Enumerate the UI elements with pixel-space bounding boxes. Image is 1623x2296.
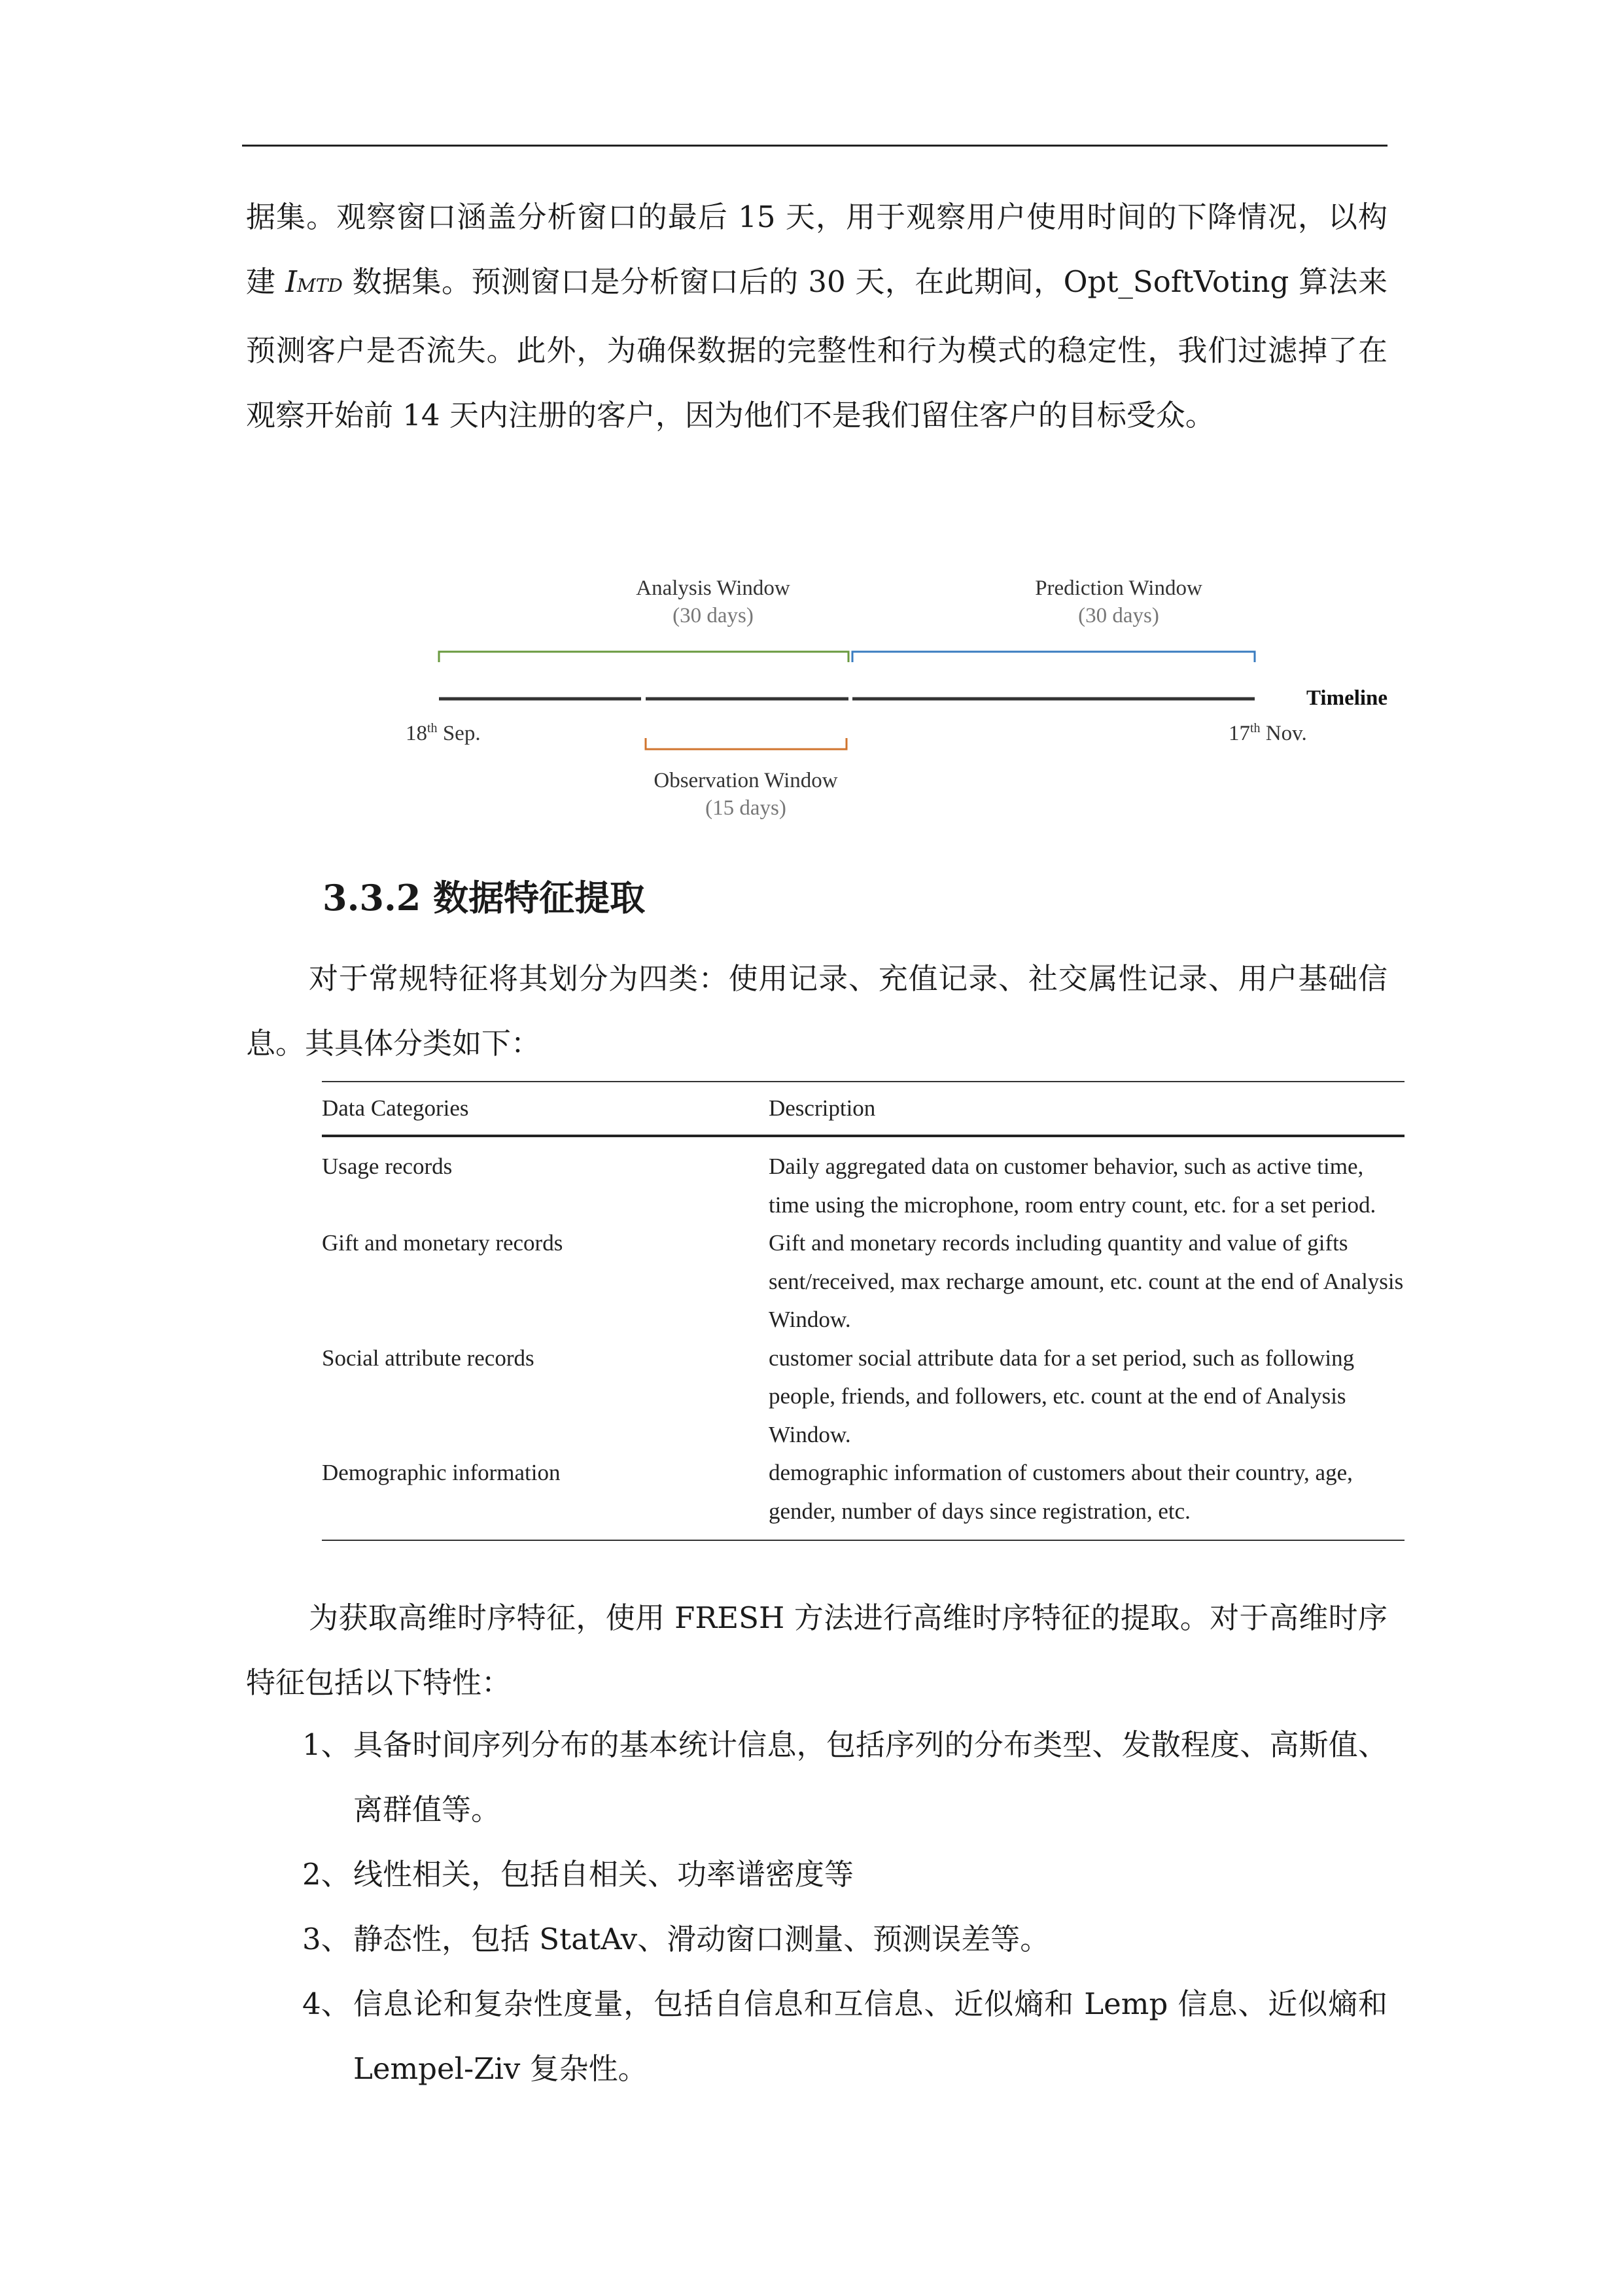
observation-window-label: Observation Window (15 days) [654,769,838,820]
table-bottom-rule [322,1540,1405,1541]
timeline-label: Timeline [1306,686,1388,710]
header-data-categories: Data Categories [322,1095,469,1121]
prediction-window-bracket [852,652,1255,662]
table-row [322,1224,1405,1339]
imtd-variable: IMTD [285,264,343,299]
list-item: 4、 信息论和复杂性度量，包括自信息和互信息、近似熵和 Lemp 信息、近似熵和 Lempel-Ziv 复杂性。 [302,1987,1387,2086]
table-row [322,1339,1405,1455]
paragraph-feature-categories: 对于常规特征将其划分为四类：使用记录、充值记录、社交属性记录、用户基础信息。其具体分类如下： [246,961,1387,1061]
row-description: Gift and monetary records including quantity and value of gifts sent/received, max recharge amount, etc. count at the end of Analysis Window. [769,1230,1404,1332]
row-category: Gift and monetary records [322,1230,563,1256]
paragraph-data-windows: 据集。观察窗口涵盖分析窗口的最后 15 天，用于观察用户使用时间的下降情况，以构建 IMTD 数据集。预测窗口是分析窗口后的 30 天，在此期间，Opt_SoftVoting 算法来预测客户是否流失。此外，为确保数据的完整性和行为模式的稳定性，我们过滤掉了在观察开始前 14 天内注册的客户，因为他们不是我们留住客户的目标受众。 [246,200,1387,433]
header-description: Description [769,1095,876,1121]
table-header-row [322,1082,1405,1135]
row-category: Social attribute records [322,1345,534,1371]
row-description: customer social attribute data for a set period, such as following people, friends, and followers, etc. count at the end of Analysis Window. [769,1345,1355,1447]
analysis-window-label: Analysis Window (30 days) [636,576,790,627]
paragraph-fresh-features: 为获取高维时序特征，使用 FRESH 方法进行高维时序特征的提取。对于高维时序特征包括以下特性： [246,1600,1387,1700]
data-categories-table [322,1081,1405,1541]
list-item: 1、 具备时间序列分布的基本统计信息，包括序列的分布类型、发散程度、高斯值、离群值等。 [302,1727,1387,1827]
row-description: Daily aggregated data on customer behavior, such as active time, time using the microphone, room entry count, etc. for a set period. [769,1154,1376,1218]
header-rule [242,145,1387,147]
analysis-window-bracket [439,652,848,662]
start-date-label: 18th Sep. [406,721,481,745]
feature-list [302,1712,1387,2101]
observation-window-bracket [646,738,846,749]
end-date-label: 17th Nov. [1229,721,1307,745]
list-item: 2、 线性相关，包括自相关、功率谱密度等 [302,1857,854,1892]
section-heading: 3.3.2 数据特征提取 [323,877,646,919]
row-category: Demographic information [322,1460,561,1485]
list-item: 3、 静态性，包括 StatAv、滑动窗口测量、预测误差等。 [302,1922,1050,1956]
row-description: demographic information of customers about their country, age, gender, number of days since registration, etc. [769,1460,1353,1524]
table-row [322,1454,1405,1530]
row-category: Usage records [322,1154,453,1179]
timeline-diagram [393,563,1413,838]
prediction-window-label: Prediction Window (30 days) [1035,576,1202,627]
table-row [322,1148,1405,1224]
